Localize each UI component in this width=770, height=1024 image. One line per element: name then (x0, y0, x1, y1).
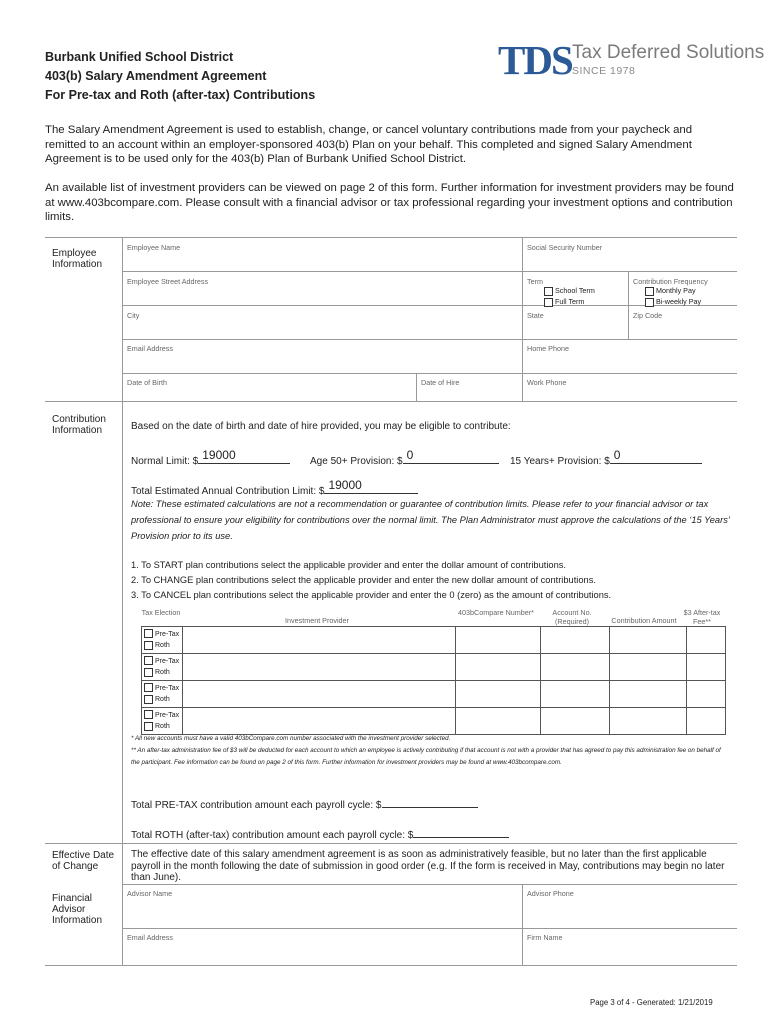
ssn-field[interactable]: Social Security Number (527, 243, 603, 252)
compare-number-cell[interactable] (456, 654, 541, 681)
home-phone-field[interactable]: Home Phone (527, 344, 569, 353)
checkbox-icon[interactable] (144, 668, 153, 677)
col-provider: Investment Provider (285, 616, 349, 625)
firm-name-field[interactable]: Firm Name (527, 933, 563, 942)
logo-since: SINCE 1978 (572, 65, 636, 77)
age50-provision: Age 50+ Provision: $ 0 (310, 451, 499, 467)
fee-cell[interactable] (687, 681, 726, 708)
step-start: 1. To START plan contributions select the applicable provider and enter the dollar amount of contributions. (131, 560, 566, 570)
frequency-biweekly-option[interactable]: Bi-weekly Pay (645, 297, 701, 307)
compare-number-cell[interactable] (456, 708, 541, 735)
street-address-field[interactable]: Employee Street Address (127, 277, 209, 286)
form-title: 403(b) Salary Amendment Agreement (45, 69, 267, 83)
provider-cell[interactable] (183, 708, 456, 735)
checkbox-icon[interactable] (144, 722, 153, 731)
checkbox-icon[interactable] (144, 710, 153, 719)
effective-date-text: The effective date of this salary amendment agreement is as soon as administratively feasible, but no later than the first applicable payroll in the month following the date of submission in good order (e.g. If the form is received in May, contributions may begin no later than June). (131, 849, 725, 883)
roth-option[interactable]: Roth (142, 694, 182, 706)
city-field[interactable]: City (127, 311, 140, 320)
doh-field[interactable]: Date of Hire (421, 378, 460, 387)
state-field[interactable]: State (527, 311, 544, 320)
dob-field[interactable]: Date of Birth (127, 378, 167, 387)
effective-section-label: Effective Date of Change (52, 850, 115, 872)
tds-logo: TDS (498, 37, 572, 83)
checkbox-icon[interactable] (144, 695, 153, 704)
fee-cell[interactable] (687, 627, 726, 654)
page-footer: Page 3 of 4 - Generated: 1/21/2019 (590, 998, 713, 1007)
term-school-option[interactable]: School Term (544, 286, 595, 296)
col-403bcompare: 403bCompare Number* (458, 608, 534, 617)
amount-cell[interactable] (610, 681, 687, 708)
checkbox-icon[interactable] (645, 298, 654, 307)
normal-limit-value[interactable]: 19000 (202, 448, 236, 462)
step-change: 2. To CHANGE plan contributions select the applicable provider and enter the new dollar amount of contributions. (131, 575, 596, 585)
intro-paragraph-1: The Salary Amendment Agreement is used to establish, change, or cancel voluntary contributions made from your paycheck and remitted to an account within an employer-sponsored 403(b) Plan on your behalf. This completed and signed Salary Amendment Agreement is to be used only for the 403(b) Plan of Burbank Unified School District. (45, 124, 693, 165)
estimate-note: Note: These estimated calculations are not a recommendation or guarantee of contribution limits. Please refer to your financial advisor or tax professional to ensure your eligibility for contributions over the normal limit. The Plan Administrator must approve the calculations of the ‘15 Years’ Provision prior to its use. (131, 499, 730, 541)
table-row (142, 681, 726, 708)
total-roth: Total ROTH (after-tax) contribution amount each payroll cycle: $ (131, 825, 509, 841)
district-name: Burbank Unified School District (45, 50, 234, 64)
checkbox-icon[interactable] (544, 287, 553, 296)
advisor-email-field[interactable]: Email Address (127, 933, 173, 942)
advisor-name-field[interactable]: Advisor Name (127, 889, 173, 898)
pretax-option[interactable]: Pre-Tax (142, 656, 182, 668)
amount-cell[interactable] (610, 627, 687, 654)
total-pretax: Total PRE-TAX contribution amount each payroll cycle: $ (131, 795, 478, 811)
total-roth-input[interactable] (413, 825, 509, 838)
account-number-cell[interactable] (541, 681, 610, 708)
checkbox-icon[interactable] (144, 629, 153, 638)
checkbox-icon[interactable] (144, 683, 153, 692)
total-limit: Total Estimated Annual Contribution Limit: $ 19000 (131, 481, 418, 497)
pretax-option[interactable]: Pre-Tax (142, 629, 182, 641)
step-cancel: 3. To CANCEL plan contributions select the applicable provider and enter the 0 (zero) as the amount of contributions. (131, 590, 612, 600)
logo-company-name: Tax Deferred Solutions (572, 42, 765, 63)
table-row (142, 654, 726, 681)
table-row (142, 708, 726, 735)
footnote-403bcompare: * All new accounts must have a valid 403bCompare.com number associated with the investment provider selected. (131, 735, 451, 742)
advisor-phone-field[interactable]: Advisor Phone (527, 889, 574, 898)
frequency-monthly-option[interactable]: Monthly Pay (645, 286, 696, 296)
col-fee: $3 After-tax Fee** (683, 608, 721, 626)
eligibility-intro: Based on the date of birth and date of hire provided, you may be eligible to contribute: (131, 421, 511, 432)
intro-paragraph-2: An available list of investment providers can be viewed on page 2 of this form. Further information for investment providers may be found at www.403bcompare.com. Please consult with a financial advisor or tax professional regarding your investment options and contribution limits. (45, 182, 734, 223)
footnote-fee: ** An after-tax administration fee of $3 will be deducted for each account to which an employee is actively contributing if that account is not with a provider that has agreed to pay this administration fee on behalf of the participant. Fee information can be found on page 2 of this form. Further information for investment providers may be found at www.403bcompare.com. (131, 747, 721, 766)
compare-number-cell[interactable] (456, 627, 541, 654)
fee-cell[interactable] (687, 708, 726, 735)
email-field[interactable]: Email Address (127, 344, 173, 353)
form-subtitle: For Pre-tax and Roth (after-tax) Contributions (45, 88, 316, 102)
account-number-cell[interactable] (541, 627, 610, 654)
normal-limit: Normal Limit: $ 19000 (131, 451, 290, 467)
roth-option[interactable]: Roth (142, 640, 182, 652)
contribution-section-label: Contribution Information (52, 414, 106, 436)
roth-option[interactable]: Roth (142, 721, 182, 733)
amount-cell[interactable] (610, 708, 687, 735)
table-row (142, 627, 726, 654)
pretax-option[interactable]: Pre-Tax (142, 683, 182, 695)
col-account: Account No. (Required) (552, 608, 592, 626)
checkbox-icon[interactable] (645, 287, 654, 296)
col-amount: Contribution Amount (611, 616, 677, 625)
employee-name-field[interactable]: Employee Name (127, 243, 181, 252)
provider-cell[interactable] (183, 654, 456, 681)
amount-cell[interactable] (610, 654, 687, 681)
compare-number-cell[interactable] (456, 681, 541, 708)
checkbox-icon[interactable] (144, 656, 153, 665)
work-phone-field[interactable]: Work Phone (527, 378, 567, 387)
pretax-option[interactable]: Pre-Tax (142, 710, 182, 722)
total-pretax-input[interactable] (382, 795, 478, 808)
zip-field[interactable]: Zip Code (633, 311, 663, 320)
roth-option[interactable]: Roth (142, 667, 182, 679)
total-limit-value[interactable]: 19000 (328, 478, 362, 492)
account-number-cell[interactable] (541, 654, 610, 681)
age50-value[interactable]: 0 (406, 448, 414, 462)
advisor-section-label: Financial Advisor Information (52, 893, 103, 926)
term-label: Term (527, 277, 543, 286)
investment-table (141, 626, 726, 735)
checkbox-icon[interactable] (544, 298, 553, 307)
provider-cell[interactable] (183, 627, 456, 654)
years15-provision: 15 Years+ Provision: $ 0 (510, 451, 702, 467)
frequency-label: Contribution Frequency (633, 277, 708, 286)
account-number-cell[interactable] (541, 708, 610, 735)
col-tax-election: Tax Election (141, 608, 181, 617)
checkbox-icon[interactable] (144, 641, 153, 650)
provider-cell[interactable] (183, 681, 456, 708)
term-full-option[interactable]: Full Term (544, 297, 584, 307)
fee-cell[interactable] (687, 654, 726, 681)
employee-section-label: Employee Information (52, 248, 103, 270)
years15-value[interactable]: 0 (613, 448, 621, 462)
